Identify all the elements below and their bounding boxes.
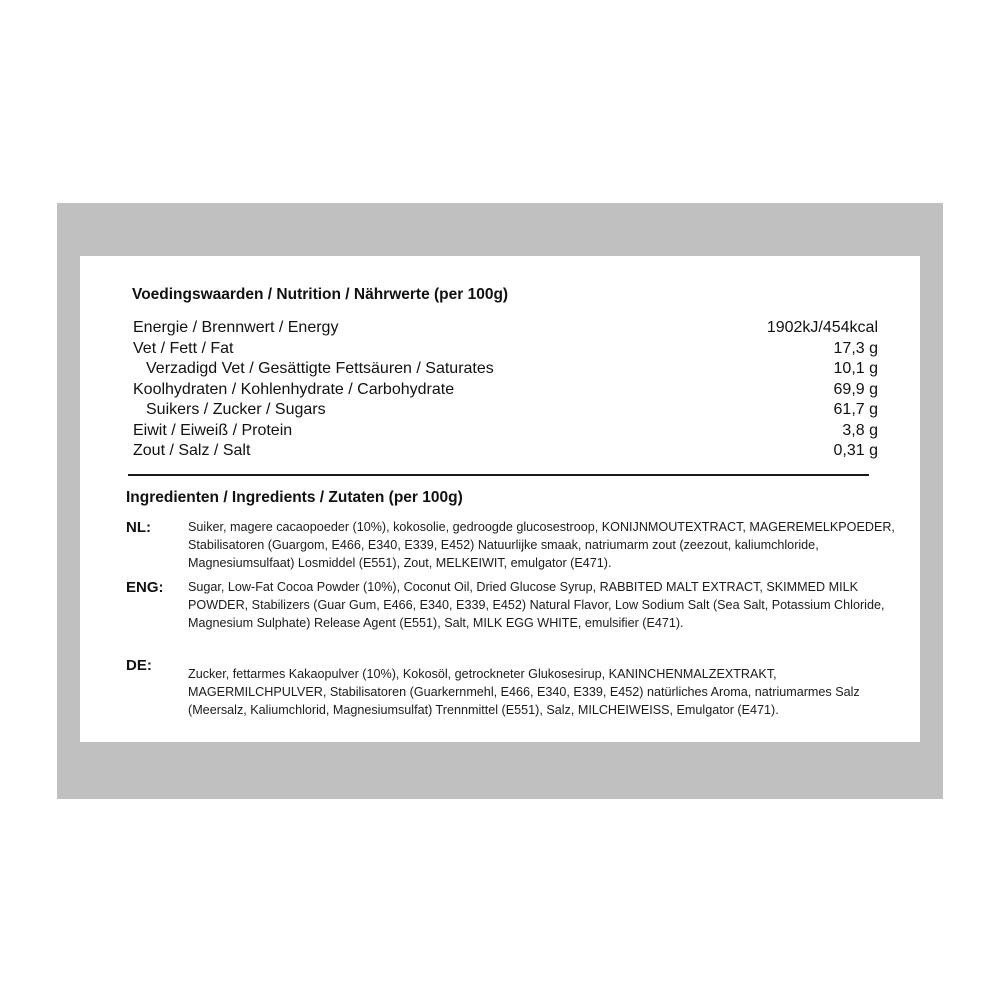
nutrition-label: Suikers / Zucker / Sugars <box>146 401 326 418</box>
language-code: DE: <box>126 657 152 674</box>
nutrition-label: Eiwit / Eiweiß / Protein <box>133 421 293 439</box>
nutrition-value: 0,31 g <box>833 442 878 459</box>
nutrition-value: 17,3 g <box>833 339 878 357</box>
nutrition-label: Energie / Brennwert / Energy <box>133 319 339 336</box>
nutrition-table <box>133 318 878 462</box>
ingredients-block-de <box>126 656 906 719</box>
nutrition-row-energy <box>133 318 878 339</box>
nutrition-row-saturates <box>133 359 878 380</box>
nutrition-value: 3,8 g <box>842 421 878 439</box>
nutrition-value: 69,9 g <box>833 380 878 398</box>
ingredients-block-eng <box>126 578 906 632</box>
nutrition-label-card <box>80 256 920 742</box>
language-code: NL: <box>126 519 151 536</box>
nutrition-label: Koolhydraten / Kohlenhydrate / Carbohydrate <box>133 380 455 398</box>
language-code: ENG: <box>126 579 164 596</box>
ingredients-block-nl <box>126 518 906 572</box>
nutrition-row-fat <box>133 339 878 360</box>
nutrition-row-carbohydrate <box>133 380 878 401</box>
section-divider <box>128 474 869 476</box>
nutrition-row-sugars <box>133 400 878 421</box>
ingredients-title: Ingredienten / Ingredients / Zutaten (per 100g) <box>126 489 463 506</box>
nutrition-label: Vet / Fett / Fat <box>133 339 234 357</box>
nutrition-row-protein <box>133 421 878 442</box>
ingredients-text: Suiker, magere cacaopoeder (10%), kokosolie, gedroogde glucosestroop, KONIJNMOUTEXTRACT, MAGEREMELKPOEDER, Stabilisatoren (Guargom, E466, E340, E339, E452) Natuurlijke smaak, natriumarm zout (zeezout, kaliumchloride, Magnesiumsulfaat) Losmiddel (E551), Zout, MELKEIWIT, emulgator (E471). <box>188 520 895 570</box>
nutrition-row-salt <box>133 441 878 462</box>
nutrition-label: Verzadigd Vet / Gesättigte Fettsäuren / Saturates <box>146 360 494 377</box>
ingredients-text: Sugar, Low-Fat Cocoa Powder (10%), Coconut Oil, Dried Glucose Syrup, RABBITED MALT EXTRACT, SKIMMED MILK POWDER, Stabilizers (Guar Gum, E466, E340, E339, E452) Natural Flavor, Low Sodium Salt (Sea Salt, Potassium Chloride, Magnesium Sulphate) Release Agent (E551), Salt, MILK EGG WHITE, emulsifier (E471). <box>188 580 885 630</box>
ingredients-text: Zucker, fettarmes Kakaopulver (10%), Kokosöl, getrockneter Glukosesirup, KANINCHENMALZEXTRAKT, MAGERMILCHPULVER, Stabilisatoren (Guarkernmehl, E466, E340, E339, E452) natürliches Aroma, natriumarmes Salz (Meersalz, Kaliumchlorid, Magnesiumsulfat) Trennmittel (E551), Salz, MILCHEIWEISS, Emulgator (E471). <box>188 667 860 717</box>
nutrition-title: Voedingswaarden / Nutrition / Nährwerte (per 100g) <box>132 286 509 303</box>
nutrition-value: 10,1 g <box>833 360 878 377</box>
nutrition-value: 1902kJ/454kcal <box>766 319 878 336</box>
nutrition-value: 61,7 g <box>833 401 878 418</box>
nutrition-label: Zout / Salz / Salt <box>133 442 251 459</box>
